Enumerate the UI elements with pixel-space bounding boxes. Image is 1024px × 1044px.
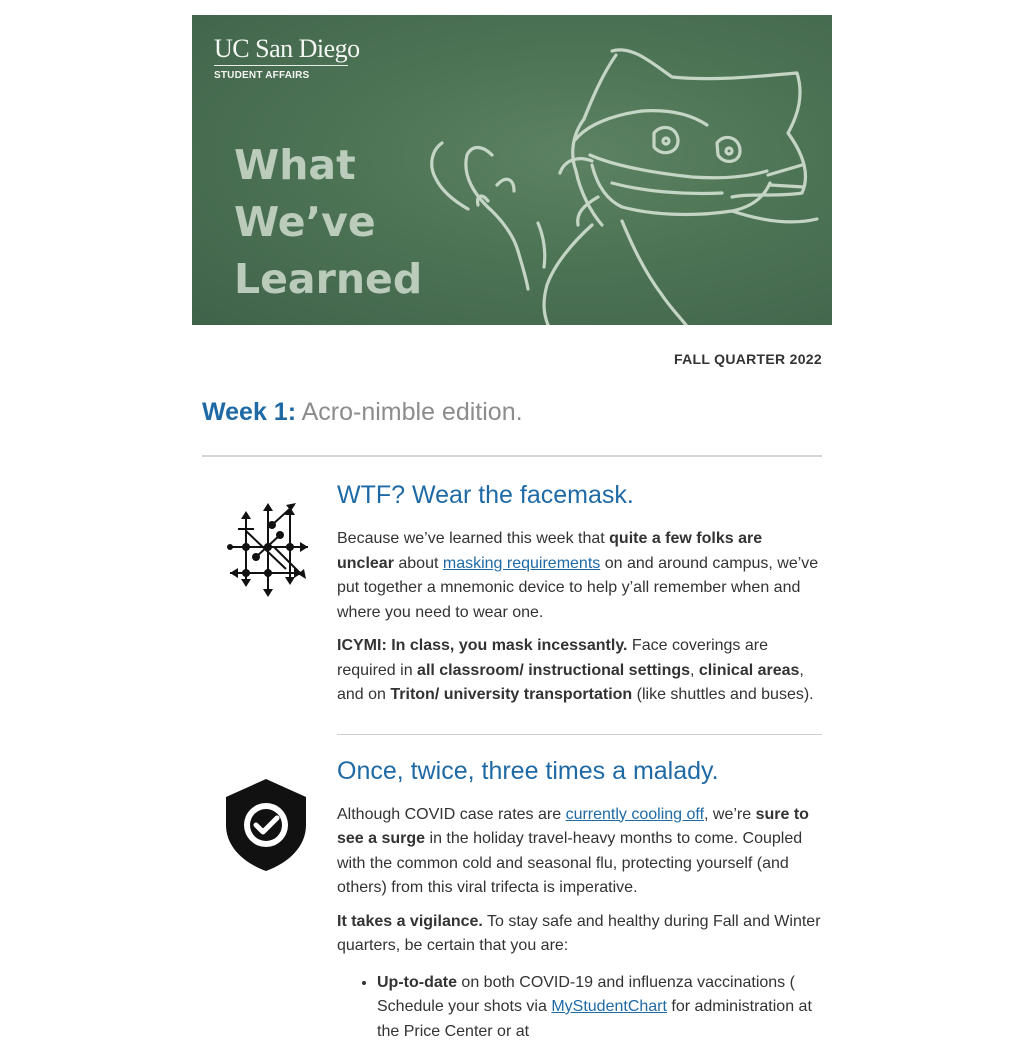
section-facemask — [202, 457, 822, 735]
logo-name: UC San Diego — [214, 35, 360, 63]
malady-paragraph-2 — [337, 910, 822, 959]
section-malady — [202, 735, 822, 1044]
text: , — [690, 662, 699, 679]
hero-title-line-2: We’ve — [234, 194, 434, 251]
emphasis: Up-to-date — [377, 974, 457, 991]
logo-subtitle: STUDENT AFFAIRS — [214, 70, 360, 81]
section-title: WTF? Wear the facemask. — [337, 479, 822, 511]
facemask-paragraph-2 — [337, 634, 822, 708]
text: Face coverings are required in — [337, 637, 768, 679]
quarter-label: FALL QUARTER 2022 — [192, 351, 832, 367]
hero-title-line-1: What — [234, 137, 434, 194]
uc-san-diego-logo — [214, 35, 360, 81]
text: To stay safe and healthy during Fall and Winter quarters, be certain that you are: — [337, 913, 821, 955]
hero-title-line-3: Learned — [234, 251, 434, 308]
hero-banner — [192, 15, 832, 325]
week-edition: Acro-nimble edition. — [302, 398, 523, 426]
acronym-network-icon — [216, 497, 316, 597]
section-facemask-body — [337, 479, 822, 735]
malady-paragraph-1 — [337, 803, 822, 901]
vigilance-list — [337, 971, 822, 1044]
emphasis: Triton/ university transportation — [390, 686, 632, 703]
text: , and on — [337, 662, 804, 704]
section-title: Once, twice, three times a malady. — [337, 755, 822, 787]
text: (like shuttles and buses). — [632, 686, 813, 703]
facemask-paragraph-1 — [337, 527, 822, 625]
week-heading — [202, 397, 822, 427]
hero-title — [234, 137, 434, 308]
emphasis: It takes a vigilance. — [337, 913, 483, 930]
emphasis: ICYMI: In class, you mask incessantly. — [337, 637, 627, 654]
text: Although COVID case rates are — [337, 806, 566, 823]
masking-requirements-link[interactable]: masking requirements — [443, 555, 600, 572]
list-item — [377, 971, 822, 1044]
text: on both COVID-19 and influenza vaccinations ( Schedule your shots via — [377, 974, 795, 1016]
week-number: Week 1: — [202, 398, 296, 426]
shield-check-icon — [216, 775, 316, 875]
emphasis: sure to see a surge — [337, 806, 809, 848]
text: in the holiday travel-heavy months to come. Coupled with the common cold and seasonal flu, protecting yourself (and others) from this viral trifecta is imperative. — [337, 830, 802, 896]
emphasis: all classroom/ instructional settings — [417, 662, 690, 679]
emphasis: clinical areas — [699, 662, 800, 679]
newsletter — [192, 15, 832, 1044]
section-malady-body — [337, 755, 822, 1044]
emphasis: quite a few folks are unclear — [337, 530, 762, 572]
logo-rule — [214, 65, 348, 66]
text: , we’re — [704, 806, 756, 823]
text: on and around campus, we’ve put together a mnemonic device to help y’all remember when and where you need to wear one. — [337, 555, 818, 621]
text: Because we’ve learned this week that — [337, 530, 609, 547]
text: for administration at the Price Center or at — [377, 998, 812, 1040]
mystudentchart-link[interactable]: MyStudentChart — [551, 998, 667, 1015]
text: about — [394, 555, 443, 572]
currently-cooling-off-link[interactable]: currently cooling off — [566, 806, 704, 823]
